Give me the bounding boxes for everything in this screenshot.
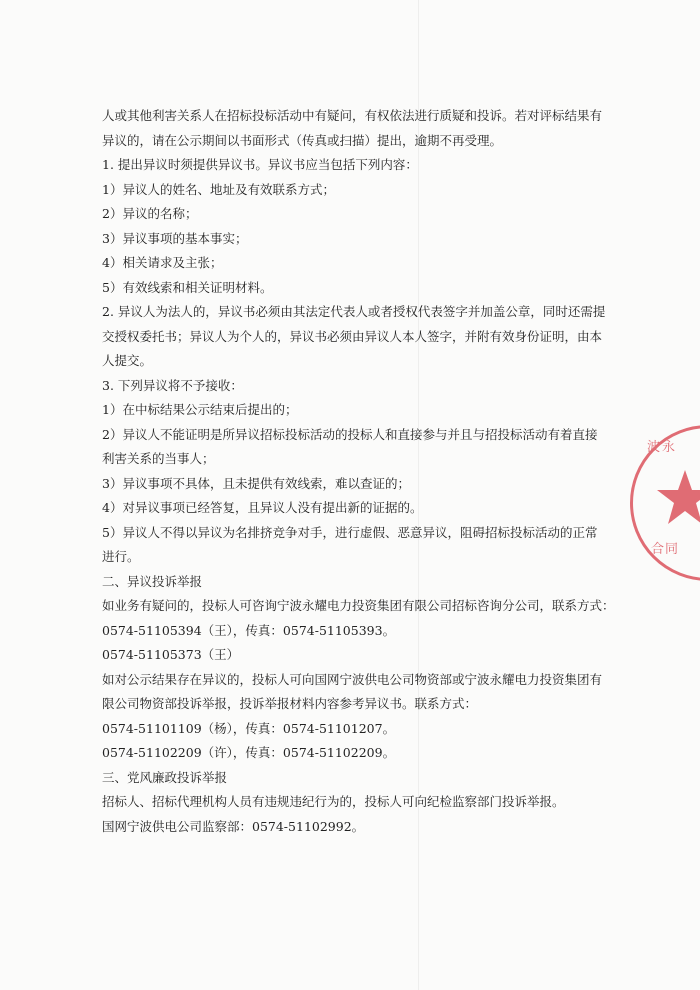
list-item: 5）有效线索和相关证明材料。 xyxy=(102,279,273,295)
body-line: 如对公示结果存在异议的，投标人可向国网宁波供电公司物资部或宁波永耀电力投资集团有 xyxy=(102,671,603,687)
list-item: 4）相关请求及主张； xyxy=(102,255,223,270)
seal-star-icon xyxy=(655,468,700,528)
body-line: 进行。 xyxy=(102,549,140,564)
body-line: 异议的，请在公示期间以书面形式（传真或扫描）提出，逾期不再受理。 xyxy=(102,132,503,148)
document-body xyxy=(102,104,615,839)
body-line: 人或其他利害关系人在招标投标活动中有疑问，有权依法进行质疑和投诉。若对评标结果有 xyxy=(102,108,603,123)
list-item: 1）在中标结果公示结束后提出的； xyxy=(102,402,298,417)
contact-line: 国网宁波供电公司监察部：0574-51102992。 xyxy=(102,818,365,834)
body-line: 限公司物资部投诉举报，投诉举报材料内容参考异议书。联系方式： xyxy=(102,696,478,711)
list-item: 2）异议人不能证明是所异议招标投标活动的投标人和直接参与并且与招投标活动有着直接 xyxy=(102,426,598,442)
body-line: 如业务有疑问的，投标人可咨询宁波永耀电力投资集团有限公司招标咨询分公司，联系方式： xyxy=(102,598,615,613)
list-item: 4）对异议事项已经答复，且异议人没有提出新的证据的。 xyxy=(102,500,423,515)
clause-heading: 1. 提出异议时须提供异议书。异议书应当包括下列内容： xyxy=(102,157,418,172)
body-line: 招标人、招标代理机构人员有违规违纪行为的，投标人可向纪检监察部门投诉举报。 xyxy=(102,794,565,809)
section-heading: 三、党风廉政投诉举报 xyxy=(102,769,228,785)
clause-heading: 2. 异议人为法人的，异议书必须由其法定代表人或者授权代表签字并加盖公章，同时还需提 xyxy=(102,304,606,319)
body-line: 交授权委托书；异议人为个人的，异议书必须由异议人本人签字，并附有效身份证明，由本 xyxy=(102,328,603,344)
contact-line: 0574-51105394（王），传真：0574-51105393。 xyxy=(102,622,396,638)
list-item: 1）异议人的姓名、地址及有效联系方式； xyxy=(102,181,335,197)
contact-line: 0574-51101109（杨），传真：0574-51101207。 xyxy=(102,720,396,736)
list-item: 2）异议的名称； xyxy=(102,206,198,221)
list-item: 3）异议事项的基本事实； xyxy=(102,230,248,246)
list-item: 5）异议人不得以异议为名排挤竞争对手，进行虚假、恶意异议，阻碍招标投标活动的正常 xyxy=(102,524,598,540)
section-heading: 二、异议投诉举报 xyxy=(102,573,203,589)
seal-bottom-text: 合同 xyxy=(651,542,680,557)
body-line: 利害关系的当事人； xyxy=(102,451,215,466)
body-line: 人提交。 xyxy=(102,353,153,368)
list-item: 3）异议事项不具体，且未提供有效线索，难以查证的； xyxy=(102,475,410,491)
clause-heading: 3. 下列异议将不予接收： xyxy=(102,377,243,393)
seal-top-text: 波永 xyxy=(647,440,678,455)
contact-line: 0574-51105373（王） xyxy=(102,647,240,662)
official-seal xyxy=(630,425,700,581)
contact-line: 0574-51102209（许），传真：0574-51102209。 xyxy=(102,745,396,760)
